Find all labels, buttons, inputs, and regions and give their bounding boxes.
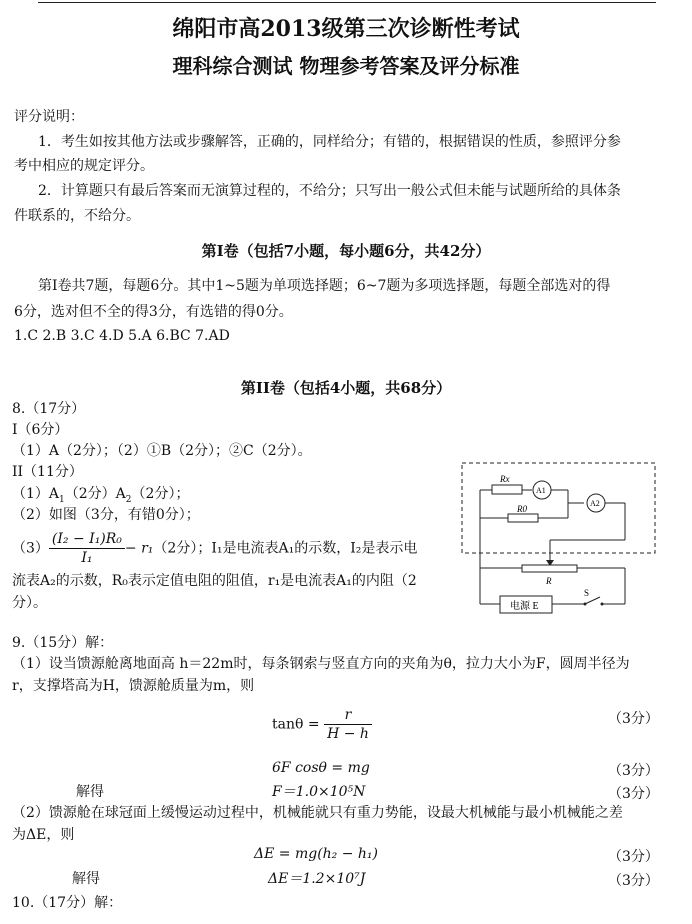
- q9-title: 9.（15分）解：: [12, 635, 114, 651]
- q8-sub2-line5: 分）。: [12, 595, 47, 611]
- page-subtitle: 理科综合测试 物理参考答案及评分标准: [172, 54, 520, 78]
- note-2-line-a: 2．计算题只有最后答案而无演算过程的，不给分；只写出一般公式但未能与试题所给的具体条: [38, 183, 621, 199]
- solve-1-label: 解得: [76, 784, 104, 800]
- equation-1: tanθ = $\frac{r}{H - h}$: [272, 706, 372, 743]
- label-switch: S: [584, 588, 590, 598]
- equation-2: 6F cosθ = mg: [272, 760, 370, 776]
- label-rx: Rx: [500, 474, 510, 484]
- label-a2: A2: [590, 499, 600, 508]
- q8-sub2-line3: （3） $\frac{\text{(I₂ − I₁)R₀}}{\text{I₁}}$ − r₁（2分）；I₁是电流表A₁的示数，I₂是表示电: [12, 531, 418, 566]
- q8-sub2-line4: 流表A₂的示数，R₀表示定值电阻的阻值，r₁是电流表A₁的内阻（2: [12, 573, 417, 589]
- solve-1-result: F＝1.0×10⁵N: [272, 784, 366, 800]
- note-1-line-a: 1．考生如按其他方法或步骤解答，正确的，同样给分；有错的，根据错误的性质，参照评分参: [38, 134, 621, 150]
- page-title: 绵阳市高2013级第三次诊断性考试: [172, 16, 520, 42]
- q9-p2-b: 为ΔE，则: [12, 827, 75, 843]
- formula-fraction: $\frac{\text{(I₂ − I₁)R₀}}{\text{I₁}}$: [49, 530, 125, 567]
- note-1-line-b: 考中相应的规定评分。: [14, 158, 154, 174]
- label-a1: A1: [536, 486, 546, 495]
- note-2-line-b: 件联系的，不给分。: [14, 208, 140, 224]
- equation-3-score: （3分）: [608, 849, 659, 865]
- q8-sub2-title: II（11分）: [12, 464, 83, 480]
- q9-p1-b: r，支撑塔高为H，馈源舱质量为m，则: [12, 678, 255, 694]
- part1-heading: 第Ⅰ卷（包括7小题，每小题6分，共42分）: [201, 242, 491, 260]
- q8-sub1-title: Ⅰ（6分）: [12, 422, 69, 438]
- part1-answers: 1.C 2.B 3.C 4.D 5.A 6.BC 7.AD: [14, 328, 230, 344]
- solve-2-result: ΔE＝1.2×10⁷J: [268, 871, 366, 887]
- switch-lever: [585, 597, 600, 604]
- q9-p2-a: （2）馈源舱在球冠面上缓慢运动过程中，机械能就只有重力势能，设最大机械能与最小机械能之差: [12, 805, 623, 821]
- q8-title: 8.（17分）: [12, 401, 86, 417]
- q10-title: 10.（17分）解：: [12, 895, 123, 911]
- rheostat-r: [522, 565, 577, 572]
- equation-2-score: （3分）: [608, 763, 659, 779]
- q8-sub2-line1: $(1)A_1(2$分）$A_2(2$分）；: [12, 486, 190, 505]
- circuit-diagram: [460, 460, 660, 620]
- solve-2-label: 解得: [72, 871, 100, 887]
- resistor-rx: [492, 485, 522, 494]
- solve-1-score: （3分）: [608, 786, 659, 802]
- q8-sub1-answer: （1）A（2分）；（2）①B（2分）；②C（2分）。: [12, 443, 312, 459]
- q8-sub2-line2: （2）如图（3分，有错0分）；: [12, 507, 200, 523]
- part1-desc-a: 第Ⅰ卷共7题，每题6分。其中1~5题为单项选择题；6~7题为多项选择题，每题全部选对的得: [38, 278, 611, 294]
- notes-heading: 评分说明：: [14, 109, 84, 125]
- resistor-r0: [508, 514, 538, 522]
- solve-2-score: （3分）: [608, 873, 659, 889]
- header-rule: [38, 2, 656, 3]
- label-source: 电源 E: [510, 601, 539, 612]
- equation-1-score: （3分）: [608, 711, 659, 727]
- q9-p1-a: （1）设当馈源舱离地面高 h＝22m时，每条钢索与竖直方向的夹角为θ，拉力大小为F，圆周半径为: [12, 656, 630, 672]
- label-r0: R0: [517, 504, 527, 514]
- part2-heading: 第II卷（包括4小题，共68分）: [240, 379, 452, 397]
- label-r: R: [546, 576, 552, 586]
- part1-desc-b: 6分，选对但不全的得3分，有选错的得0分。: [14, 304, 293, 320]
- equation-3: ΔE = mg(h₂ − h₁): [254, 846, 379, 862]
